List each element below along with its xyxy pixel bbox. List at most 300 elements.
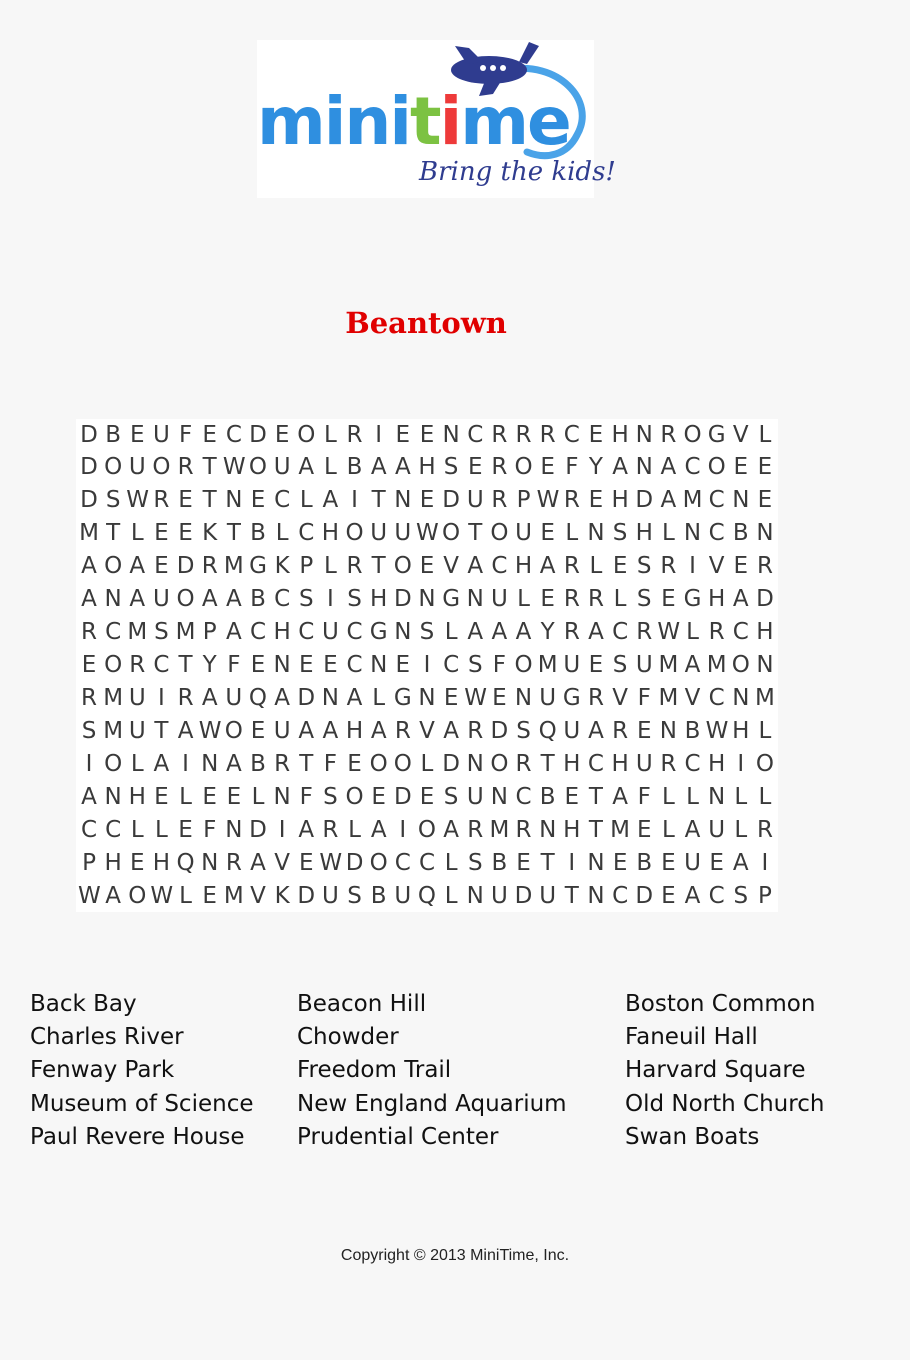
grid-letter: N — [104, 784, 122, 810]
grid-letter: B — [250, 751, 266, 777]
grid-letter: R — [81, 685, 97, 711]
grid-letter: E — [661, 586, 676, 612]
grid-letter: C — [467, 422, 484, 448]
grid-letter: L — [323, 422, 337, 448]
grid-letter: M — [223, 883, 244, 909]
grid-letter: A — [660, 454, 677, 480]
grid-letter: N — [635, 422, 653, 448]
grid-letter: H — [514, 553, 533, 579]
grid-letter: V — [612, 685, 628, 711]
grid-letter: E — [130, 422, 145, 448]
grid-letter: U — [273, 454, 291, 480]
grid-letter: R — [660, 422, 677, 448]
grid-letter: W — [198, 718, 222, 744]
grid-letter: C — [708, 520, 725, 546]
grid-letter: O — [490, 751, 509, 777]
grid-letter: W — [415, 520, 439, 546]
grid-letter: S — [612, 652, 628, 678]
grid-letter: E — [661, 850, 676, 876]
grid-letter: M — [658, 652, 679, 678]
word-search-grid — [76, 419, 778, 912]
grid-letter: F — [203, 817, 217, 843]
grid-letter: D — [297, 883, 316, 909]
grid-letter: T — [154, 718, 169, 744]
grid-letter: O — [514, 652, 533, 678]
grid-letter: N — [635, 454, 653, 480]
grid-letter: R — [467, 817, 484, 843]
grid-row — [76, 814, 778, 846]
grid-letter: O — [683, 422, 702, 448]
word-list-item: Swan Boats — [625, 1123, 760, 1150]
grid-letter: C — [274, 586, 291, 612]
grid-letter: R — [539, 422, 556, 448]
grid-letter: A — [443, 817, 459, 843]
grid-row — [76, 517, 778, 549]
grid-letter: A — [81, 586, 97, 612]
grid-letter: T — [540, 751, 555, 777]
grid-letter: B — [732, 520, 749, 546]
grid-letter: H — [611, 487, 629, 513]
grid-letter: W — [319, 850, 343, 876]
logo-graphic — [257, 40, 616, 198]
grid-letter: A — [660, 487, 677, 513]
grid-letter: A — [612, 454, 628, 480]
grid-letter: R — [756, 553, 773, 579]
grid-letter: R — [660, 751, 677, 777]
grid-letter: C — [346, 652, 363, 678]
grid-letter: M — [79, 520, 99, 546]
grid-letter: E — [154, 784, 169, 810]
grid-letter: R — [563, 487, 580, 513]
grid-letter: D — [514, 883, 533, 909]
grid-letter: L — [734, 784, 748, 810]
page-title: Beantown — [345, 306, 507, 340]
grid-letter: A — [129, 553, 146, 579]
grid-letter: N — [418, 586, 436, 612]
grid-letter: R — [129, 652, 146, 678]
grid-letter: D — [490, 718, 509, 744]
grid-letter: L — [686, 784, 699, 810]
logo-me: me — [460, 83, 570, 160]
grid-letter: A — [684, 652, 701, 678]
grid-letter: A — [612, 784, 628, 810]
grid-letter: A — [394, 454, 411, 480]
grid-letter: W — [657, 619, 681, 645]
grid-letter: R — [515, 422, 532, 448]
grid-letter: I — [351, 487, 358, 513]
grid-letter: E — [250, 718, 266, 744]
grid-letter: T — [299, 751, 314, 777]
grid-letter: C — [105, 619, 122, 645]
grid-letter: E — [202, 784, 217, 810]
grid-letter: A — [201, 685, 218, 711]
grid-letter: R — [322, 817, 339, 843]
grid-letter: O — [707, 454, 726, 480]
word-list-item: Beacon Hill — [297, 991, 427, 1017]
grid-letter: D — [756, 586, 774, 612]
grid-letter: R — [660, 553, 677, 579]
grid-letter: A — [370, 817, 387, 843]
grid-letter: A — [539, 553, 556, 579]
grid-row — [76, 847, 778, 879]
grid-letter: M — [103, 685, 124, 711]
grid-letter: C — [418, 850, 435, 876]
grid-letter: U — [563, 718, 581, 744]
grid-letter: N — [104, 586, 122, 612]
logo-i: i — [439, 83, 461, 160]
grid-letter: E — [347, 751, 362, 777]
grid-letter: R — [587, 586, 604, 612]
grid-letter: H — [563, 751, 581, 777]
grid-letter: E — [250, 487, 266, 513]
grid-letter: E — [250, 652, 266, 678]
grid-letter: O — [490, 520, 509, 546]
grid-letter: K — [274, 883, 290, 909]
grid-letter: E — [757, 487, 773, 513]
grid-letter: E — [540, 454, 555, 480]
grid-letter: E — [419, 553, 435, 579]
grid-letter: G — [393, 685, 412, 711]
grid-letter: A — [588, 718, 604, 744]
grid-letter: L — [323, 553, 337, 579]
grid-letter: I — [689, 553, 696, 579]
grid-letter: E — [323, 652, 338, 678]
grid-letter: O — [369, 751, 388, 777]
grid-letter: S — [636, 586, 652, 612]
grid-letter: R — [153, 487, 170, 513]
grid-letter: R — [81, 619, 97, 645]
grid-letter: O — [104, 553, 123, 579]
grid-row — [76, 649, 778, 681]
word-list-item: Harvard Square — [625, 1057, 806, 1084]
grid-letter: O — [104, 751, 123, 777]
grid-letter: E — [274, 422, 290, 448]
grid-letter: R — [177, 685, 194, 711]
grid-letter: W — [78, 883, 101, 909]
grid-letter: E — [733, 553, 749, 579]
grid-letter: E — [588, 487, 604, 513]
grid-letter: L — [589, 553, 603, 579]
grid-letter: E — [371, 784, 386, 810]
grid-letter: L — [275, 520, 289, 546]
grid-letter: E — [612, 850, 628, 876]
grid-letter: R — [515, 751, 532, 777]
grid-letter: O — [104, 652, 123, 678]
grid-letter: N — [756, 520, 774, 546]
grid-letter: I — [423, 652, 431, 678]
grid-letter: P — [299, 553, 314, 579]
grid-letter: O — [176, 586, 195, 612]
grid-letter: B — [636, 850, 653, 876]
grid-letter: E — [395, 422, 411, 448]
grid-letter: E — [492, 685, 507, 711]
grid-letter: F — [637, 784, 651, 810]
grid-letter: M — [755, 685, 775, 711]
grid-letter: A — [298, 817, 315, 843]
grid-letter: A — [81, 784, 97, 810]
grid-letter: T — [202, 454, 217, 480]
grid-letter: U — [466, 487, 484, 513]
grid-row — [76, 484, 778, 516]
grid-letter: C — [684, 751, 701, 777]
grid-letter: D — [393, 784, 412, 810]
grid-letter: D — [345, 850, 364, 876]
grid-letter: H — [732, 718, 750, 744]
grid-letter: L — [758, 784, 772, 810]
grid-letter: I — [327, 586, 334, 612]
grid-letter: B — [491, 850, 508, 876]
grid-letter: E — [178, 520, 193, 546]
grid-letter: B — [105, 422, 122, 448]
grid-letter: L — [661, 817, 675, 843]
grid-letter: S — [612, 520, 628, 546]
grid-letter: B — [539, 784, 556, 810]
grid-letter: L — [661, 520, 675, 546]
grid-letter: W — [536, 487, 560, 513]
grid-letter: C — [249, 619, 267, 645]
grid-letter: M — [103, 718, 124, 744]
grid-letter: T — [371, 553, 386, 579]
grid-letter: R — [563, 553, 580, 579]
grid-letter: E — [298, 652, 314, 678]
grid-letter: O — [345, 520, 364, 546]
grid-letter: E — [178, 817, 193, 843]
grid-letter: R — [491, 454, 508, 480]
grid-letter: L — [758, 718, 772, 744]
grid-letter: S — [298, 586, 314, 612]
grid-letter: O — [369, 850, 388, 876]
grid-letter: A — [443, 718, 459, 744]
grid-letter: U — [321, 619, 339, 645]
grid-letter: V — [708, 553, 725, 579]
grid-letter: E — [733, 454, 749, 480]
grid-letter: R — [491, 487, 508, 513]
grid-letter: L — [299, 487, 313, 513]
grid-letter: A — [177, 718, 194, 744]
grid-letter: S — [81, 718, 97, 744]
grid-letter: G — [562, 685, 581, 711]
grid-letter: L — [758, 422, 772, 448]
grid-letter: L — [613, 586, 627, 612]
word-list-item: Museum of Science — [30, 1090, 254, 1117]
grid-letter: I — [158, 685, 165, 711]
grid-letter: R — [563, 619, 580, 645]
grid-letter: V — [443, 553, 459, 579]
grid-letter: S — [105, 487, 121, 513]
grid-letter: L — [179, 784, 192, 810]
word-list-item: Back Bay — [30, 991, 137, 1017]
grid-letter: L — [734, 817, 748, 843]
grid-letter: A — [491, 619, 508, 645]
grid-letter: L — [686, 619, 699, 645]
grid-letter: A — [322, 487, 339, 513]
grid-letter: I — [761, 850, 769, 876]
grid-letter: A — [129, 586, 146, 612]
grid-letter: S — [419, 619, 435, 645]
grid-letter: U — [515, 520, 532, 546]
grid-letter: V — [684, 685, 701, 711]
grid-letter: S — [347, 586, 362, 612]
grid-letter: E — [588, 422, 604, 448]
grid-letter: A — [225, 619, 242, 645]
grid-letter: B — [346, 454, 363, 480]
word-list-item: Charles River — [30, 1024, 184, 1051]
grid-letter: C — [708, 883, 725, 909]
grid-letter: N — [466, 586, 484, 612]
grid-letter: L — [444, 883, 458, 909]
grid-letter: A — [274, 685, 290, 711]
word-list-item: Chowder — [297, 1024, 399, 1051]
grid-letter: E — [516, 850, 531, 876]
grid-letter: U — [684, 850, 701, 876]
grid-letter: C — [346, 619, 363, 645]
grid-letter: C — [708, 685, 725, 711]
grid-letter: L — [420, 751, 434, 777]
grid-letter: N — [587, 883, 605, 909]
grid-letter: A — [201, 586, 218, 612]
grid-letter: E — [202, 422, 217, 448]
grid-letter: O — [755, 751, 774, 777]
grid-letter: D — [80, 422, 98, 448]
grid-letter: F — [299, 784, 313, 810]
grid-row — [76, 682, 778, 714]
grid-letter: C — [443, 652, 460, 678]
grid-letter: A — [732, 850, 749, 876]
grid-letter: A — [684, 883, 701, 909]
grid-letter: H — [635, 520, 653, 546]
grid-letter: U — [153, 422, 170, 448]
grid-letter: S — [443, 784, 459, 810]
grid-letter: V — [274, 850, 290, 876]
grid-letter: O — [442, 520, 461, 546]
grid-letter: D — [80, 454, 98, 480]
grid-letter: L — [130, 520, 144, 546]
grid-letter: Q — [248, 685, 268, 711]
grid-letter: E — [757, 454, 773, 480]
grid-letter: O — [345, 784, 364, 810]
grid-letter: E — [298, 850, 314, 876]
grid-letter: M — [223, 553, 244, 579]
grid-letter: M — [489, 817, 510, 843]
grid-letter: N — [683, 520, 702, 546]
grid-letter: E — [202, 883, 217, 909]
grid-letter: E — [612, 553, 628, 579]
grid-letter: N — [418, 685, 436, 711]
grid-letter: N — [466, 751, 484, 777]
logo-tagline: Bring the kids! — [419, 157, 616, 187]
grid-letter: N — [466, 883, 484, 909]
grid-letter: H — [708, 751, 726, 777]
grid-letter: T — [178, 652, 193, 678]
grid-letter: B — [370, 883, 387, 909]
grid-letter: S — [516, 718, 531, 744]
grid-letter: O — [224, 718, 243, 744]
grid-letter: E — [130, 850, 145, 876]
grid-letter: E — [178, 487, 193, 513]
grid-letter: I — [85, 751, 93, 777]
grid-letter: A — [322, 718, 339, 744]
grid-letter: C — [394, 850, 411, 876]
grid-letter: E — [540, 586, 555, 612]
svg-text:minitime — [257, 83, 570, 160]
grid-letter: L — [323, 454, 337, 480]
logo-t: t — [410, 83, 440, 160]
grid-letter: R — [587, 685, 604, 711]
grid-letter: U — [273, 718, 291, 744]
grid-letter: E — [154, 553, 169, 579]
grid-letter: L — [661, 784, 675, 810]
grid-letter: R — [491, 422, 508, 448]
grid-letter: E — [588, 652, 604, 678]
grid-letter: U — [466, 784, 484, 810]
grid-letter: C — [298, 619, 315, 645]
grid-letter: N — [201, 850, 219, 876]
grid-letter: M — [682, 487, 703, 513]
grid-letter: I — [182, 751, 189, 777]
grid-letter: C — [80, 817, 98, 843]
grid-letter: I — [278, 817, 286, 843]
grid-letter: E — [419, 422, 435, 448]
grid-letter: H — [611, 751, 629, 777]
grid-letter: L — [130, 817, 144, 843]
grid-letter: O — [128, 883, 147, 909]
grid-letter: R — [708, 619, 725, 645]
grid-letter: W — [222, 454, 246, 480]
grid-row — [76, 616, 778, 648]
grid-letter: B — [684, 718, 701, 744]
grid-letter: C — [298, 520, 315, 546]
grid-letter: Q — [176, 850, 195, 876]
grid-letter: E — [661, 883, 676, 909]
grid-letter: I — [568, 850, 576, 876]
grid-letter: C — [274, 487, 291, 513]
grid-letter: D — [249, 422, 267, 448]
grid-letter: T — [540, 850, 555, 876]
grid-letter: T — [588, 817, 603, 843]
grid-row — [76, 583, 778, 615]
copyright-notice: Copyright © 2013 MiniTime, Inc. — [340, 1247, 570, 1264]
logo-mini: mini — [257, 83, 411, 160]
grid-letter: U — [321, 883, 339, 909]
grid-letter: R — [201, 553, 218, 579]
grid-letter: B — [250, 586, 266, 612]
grid-row — [76, 550, 778, 582]
word-list-item: Old North Church — [625, 1090, 825, 1117]
grid-letter: L — [517, 586, 530, 612]
grid-letter: L — [348, 817, 361, 843]
grid-letter: Q — [538, 718, 557, 744]
grid-letter: H — [418, 454, 436, 480]
grid-letter: M — [706, 652, 727, 678]
grid-letter: E — [467, 454, 483, 480]
grid-letter: S — [443, 454, 459, 480]
grid-letter: C — [491, 553, 508, 579]
grid-letter: O — [393, 751, 412, 777]
grid-letter: P — [202, 619, 217, 645]
word-list-item: Paul Revere House — [30, 1123, 245, 1150]
grid-letter: K — [274, 553, 290, 579]
grid-letter: H — [370, 586, 388, 612]
grid-letter: A — [225, 586, 242, 612]
grid-letter: U — [635, 751, 653, 777]
grid-letter: R — [177, 454, 194, 480]
grid-letter: A — [684, 817, 701, 843]
grid-letter: N — [225, 487, 243, 513]
grid-letter: U — [394, 520, 412, 546]
grid-letter: R — [346, 422, 363, 448]
grid-letter: V — [732, 422, 749, 448]
grid-letter: A — [467, 619, 484, 645]
